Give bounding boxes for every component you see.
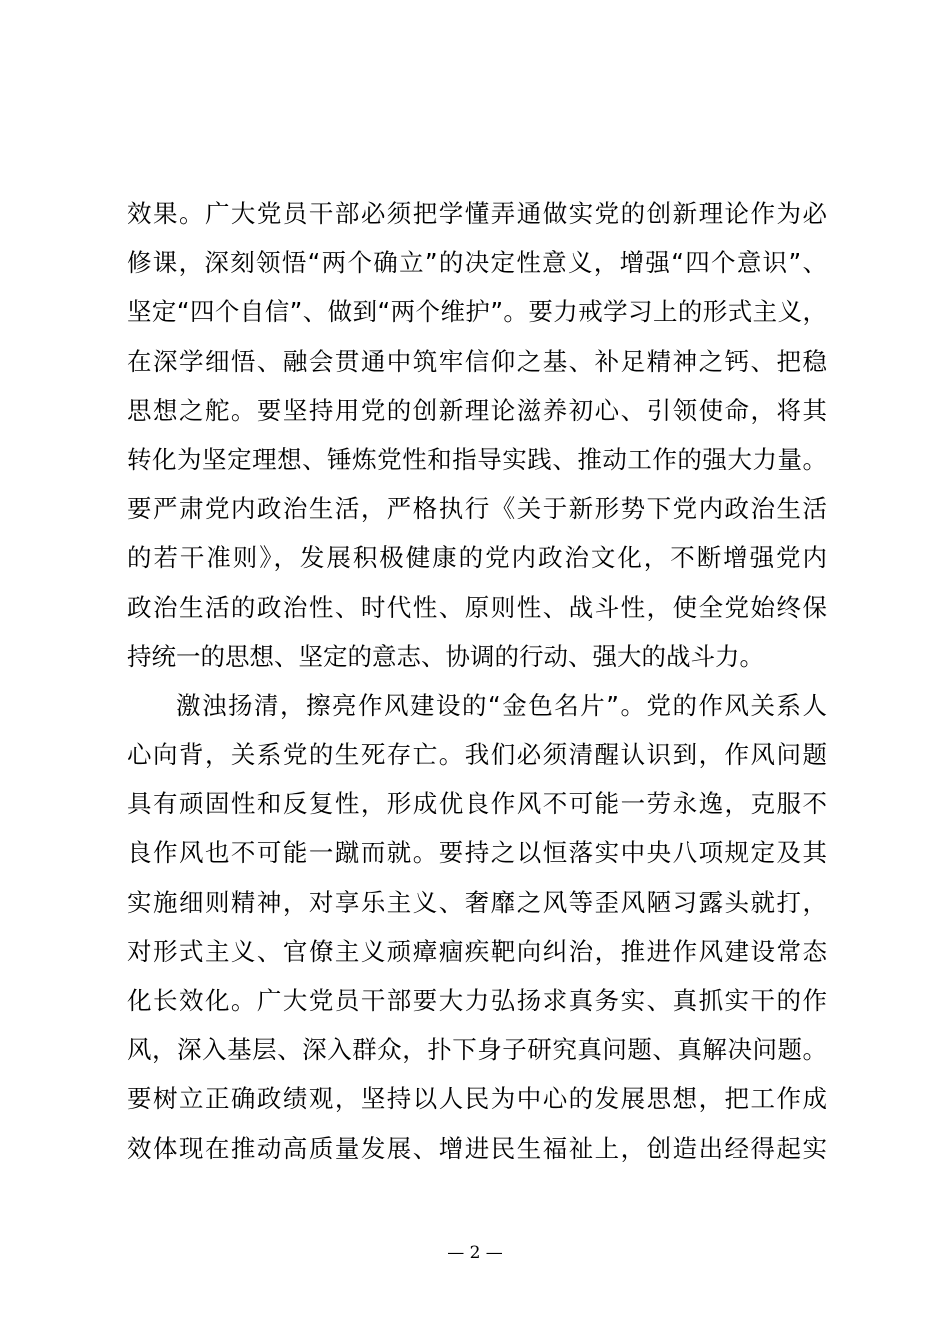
- text-line: 坚定“四个自信”、做到“两个维护”。要力戒学习上的形式主义，: [127, 297, 827, 327]
- paragraph-start-line: 激浊扬清，擦亮作风建设的“金色名片”。党的作风关系人: [176, 690, 827, 720]
- text-line: 的若干准则》，发展积极健康的党内政治文化，不断增强党内: [127, 543, 827, 573]
- body-text: [127, 189, 827, 1173]
- text-line: 要严肃党内政治生活，严格执行《关于新形势下党内政治生活: [127, 494, 827, 524]
- text-line: 在深学细悟、融会贯通中筑牢信仰之基、补足精神之钙、把稳: [127, 346, 827, 376]
- text-line: 思想之舵。要坚持用党的创新理论滋养初心、引领使命，将其: [127, 395, 827, 425]
- text-line: 效果。广大党员干部必须把学懂弄通做实党的创新理论作为必: [127, 199, 827, 228]
- text-line: 实施细则精神，对享乐主义、奢靡之风等歪风陋习露头就打，: [127, 887, 827, 917]
- text-line: 对形式主义、官僚主义顽瘴痼疾靶向纠治，推进作风建设常态: [127, 936, 827, 966]
- text-line: 转化为坚定理想、锤炼党性和指导实践、推动工作的强大力量。: [127, 444, 827, 474]
- text-line: 良作风也不可能一蹴而就。要持之以恒落实中央八项规定及其: [127, 838, 827, 868]
- text-line: 政治生活的政治性、时代性、原则性、战斗性，使全党始终保: [127, 592, 827, 622]
- text-line: 具有顽固性和反复性，形成优良作风不可能一劳永逸，克服不: [127, 789, 827, 819]
- text-line: 效体现在推动高质量发展、增进民生福祉上，创造出经得起实: [127, 1133, 827, 1163]
- text-line: 要树立正确政绩观，坚持以人民为中心的发展思想，把工作成: [127, 1084, 827, 1114]
- text-line: 修课，深刻领悟“两个确立”的决定性意义，增强“四个意识”、: [127, 248, 827, 278]
- text-line: 风，深入基层、深入群众，扑下身子研究真问题、真解决问题。: [127, 1035, 827, 1065]
- text-line: 化长效化。广大党员干部要大力弘扬求真务实、真抓实干的作: [127, 986, 827, 1015]
- paragraph-end-line: 持统一的思想、坚定的意志、协调的行动、强大的战斗力。: [127, 641, 764, 671]
- page-number: — 2 —: [447, 1243, 503, 1263]
- text-line: 心向背，关系党的生死存亡。我们必须清醒认识到，作风问题: [127, 740, 827, 770]
